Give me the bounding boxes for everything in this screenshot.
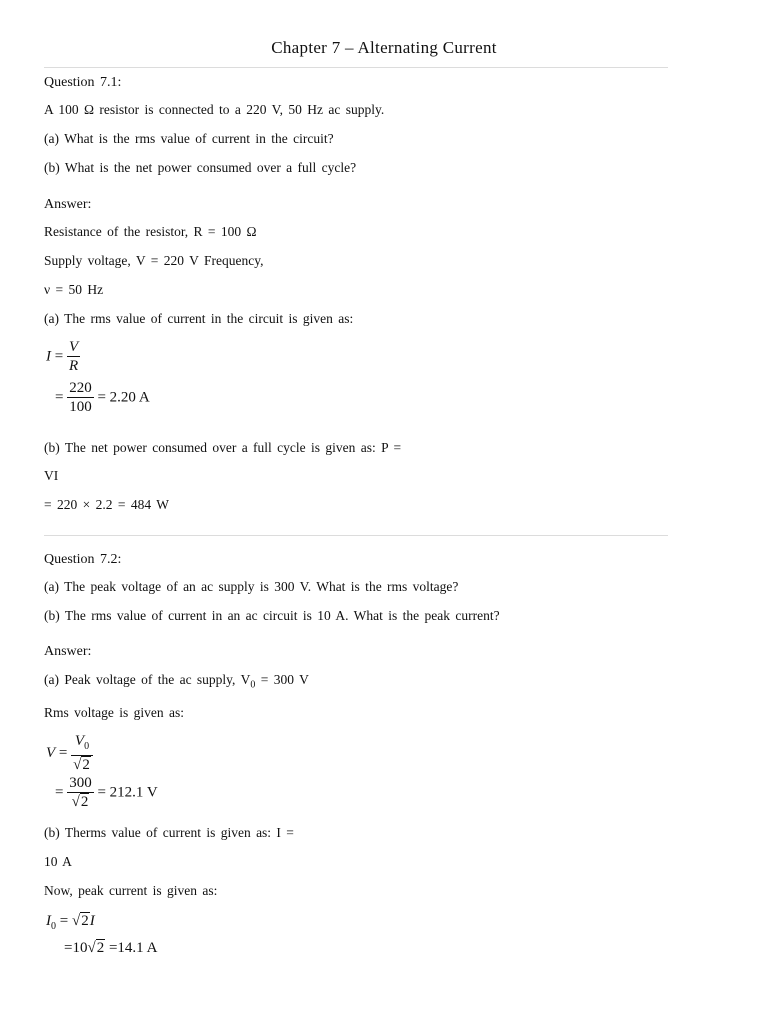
eq-result: = 212.1 V <box>97 784 158 801</box>
fraction <box>67 380 94 416</box>
fraction <box>67 775 94 811</box>
question-text: A 100 Ω resistor is connected to a 220 V, 50 Hz ac supply. <box>44 102 385 117</box>
fraction <box>67 339 80 375</box>
denominator: 100 <box>69 399 92 415</box>
answer-heading: Answer: <box>44 197 92 212</box>
eq-lhs: I <box>46 913 51 929</box>
peak-text: (a) Peak voltage of the ac supply, V <box>44 672 251 687</box>
question-part-b: (b) The rms value of current in an ac circuit is 10 A. What is the peak current? <box>44 608 500 623</box>
numerator: 300 <box>69 775 92 791</box>
answer-line: ν = 50 Hz <box>44 282 104 297</box>
question-part-b: (b) What is the net power consumed over a full cycle? <box>44 160 357 175</box>
eq-lhs: V <box>46 744 56 761</box>
square-root: √2 <box>71 913 89 929</box>
answer-line: (b) The net power consumed over a full cycle is given as: P = <box>44 440 402 455</box>
eq-sign: = <box>58 744 68 761</box>
answer-line: = 220 × 2.2 = 484 W <box>44 497 169 512</box>
eq-sign: = <box>54 348 64 365</box>
answer-line: Supply voltage, V = 220 V Frequency, <box>44 253 264 268</box>
denominator: √2 <box>71 755 93 774</box>
numerator: $V_0$ <box>74 733 90 752</box>
eq-sign: = <box>59 913 69 929</box>
eq-lhs: I <box>46 348 51 365</box>
peak-subscript: 0 <box>250 679 256 691</box>
answer-line: 10 A <box>44 854 72 869</box>
question-heading: Question 7.2: <box>44 552 122 567</box>
fraction <box>71 733 93 774</box>
peak-value: = 300 V <box>255 672 309 687</box>
answer-line: Now, peak current is given as: <box>44 883 218 898</box>
eq-sign: = <box>55 389 64 406</box>
equation-rms-value <box>55 775 158 811</box>
numerator: V <box>68 339 79 355</box>
eq-sign: = <box>55 784 64 801</box>
denominator: √2 <box>67 792 94 811</box>
divider <box>44 67 668 68</box>
answer-heading: Answer: <box>44 644 92 659</box>
answer-line-peak-voltage <box>44 672 309 691</box>
square-root: √2 <box>87 940 105 956</box>
eq-result: = 2.20 A <box>97 389 150 406</box>
divider <box>44 535 668 536</box>
eq-sign: =10 <box>64 940 88 956</box>
equation-current-value <box>55 380 150 416</box>
eq-lhs-subscript: 0 <box>51 921 56 932</box>
denominator: R <box>68 358 79 374</box>
answer-line: VI <box>44 468 59 483</box>
answer-line: (a) The rms value of current in the circuit is given as: <box>44 311 354 326</box>
equation-peak-current-formula <box>46 913 95 932</box>
eq-result: =14.1 A <box>108 940 158 956</box>
page-title: Chapter 7 – Alternating Current <box>271 38 497 57</box>
answer-line: Resistance of the resistor, R = 100 Ω <box>44 224 257 239</box>
equation-peak-current-value <box>64 940 157 957</box>
numerator: 220 <box>69 380 92 396</box>
equation-rms-formula <box>46 733 93 774</box>
eq-tail: I <box>89 913 95 929</box>
answer-line: Rms voltage is given as: <box>44 705 184 720</box>
question-part-a: (a) What is the rms value of current in the circuit? <box>44 131 334 146</box>
equation-current-formula <box>46 339 80 375</box>
answer-line: (b) Therms value of current is given as: I = <box>44 825 294 840</box>
question-part-a: (a) The peak voltage of an ac supply is 300 V. What is the rms voltage? <box>44 579 459 594</box>
question-heading: Question 7.1: <box>44 75 122 90</box>
